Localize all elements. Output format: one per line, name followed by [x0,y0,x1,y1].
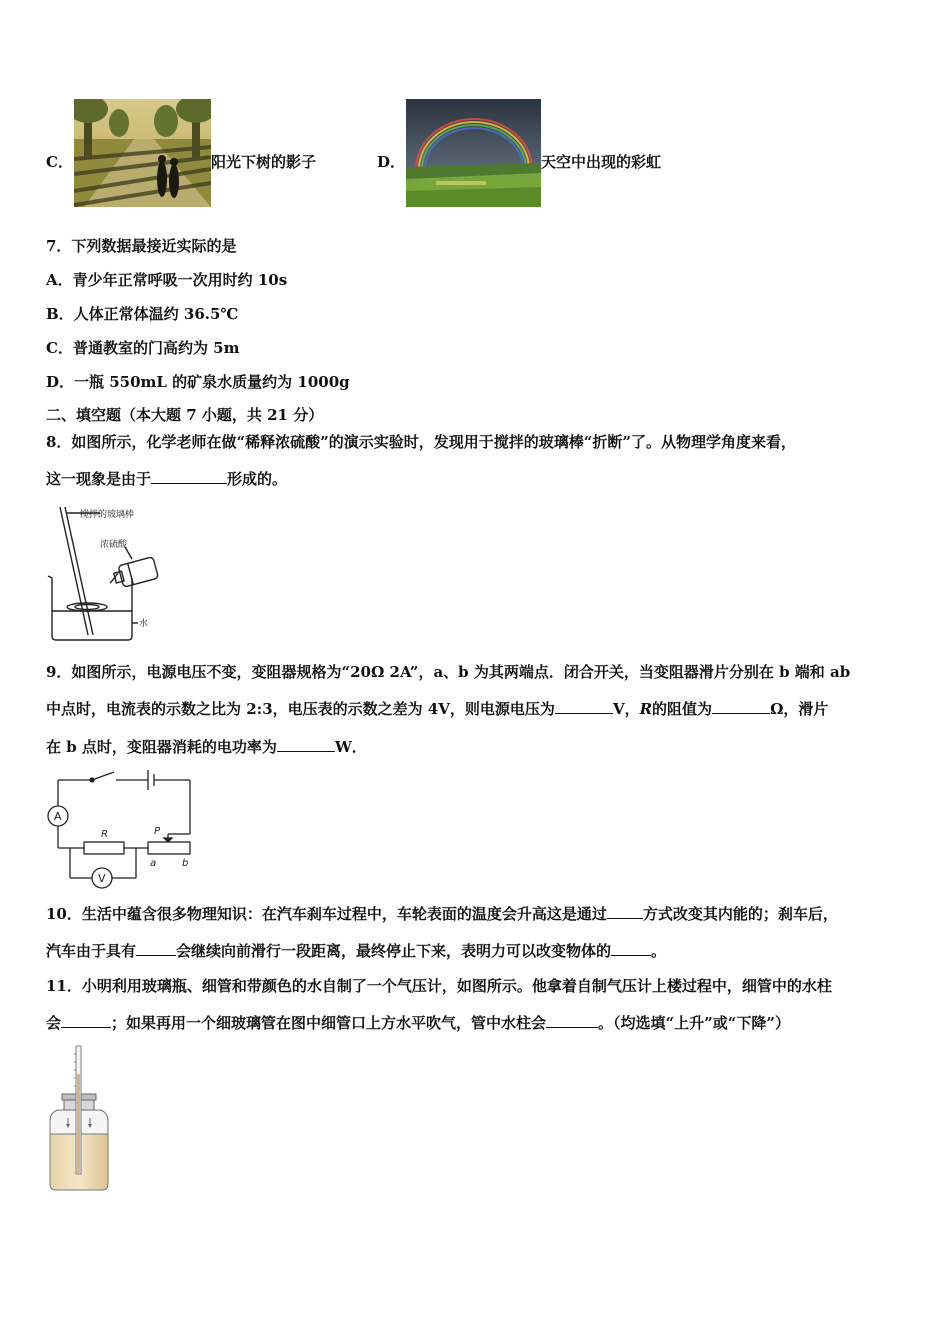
q11-line2 [46,1013,790,1033]
q10-text-d: 会继续向前滑行一段距离，最终停止下来，表明力可以改变物体的 [176,942,612,960]
q11-text-b: ；如果再用一个细玻璃管在图中细管口上方水平吹气，管中水柱会 [111,1014,547,1032]
label-stirring-rod: 搅拌的玻璃棒 [80,510,135,520]
q10-inertia-blank[interactable] [136,941,176,956]
q8-line1: 8．如图所示，化学老师在做“稀释浓硫酸”的演示实验时，发现用于搅拌的玻璃棒“折断”了。从物理学角度来看， [46,433,796,451]
circuit-diagram [44,768,196,892]
voltmeter-label: V [98,872,106,885]
q9-resistance-blank[interactable] [712,699,770,714]
terminal-b-label: b [182,858,189,869]
q9-text-f: W． [334,738,367,756]
resistor-label: R [101,829,108,840]
q11-line1: 11．小明利用玻璃瓶、细管和带颜色的水自制了一个气压计，如图所示。他拿着自制气压计上楼过程中，细管中的水柱 [46,977,832,995]
q7-stem: 7．下列数据最接近实际的是 [46,237,237,255]
q9-line3 [46,737,367,757]
q7-option-b: B．人体正常体温约 36.5℃ [46,305,239,323]
q9-voltage-blank[interactable] [555,699,613,714]
q11-text-a: 会 [46,1014,62,1032]
barometer-figure [44,1044,114,1194]
q9-power-blank[interactable] [277,737,335,752]
ammeter-label: A [54,810,62,823]
option-d-text: 天空中出现的彩虹 [541,153,662,171]
q10-line1 [46,904,838,924]
q7-option-a: A．青少年正常呼吸一次用时约 10s [46,271,288,289]
q10-text-e: 。 [651,942,667,960]
q7-option-c: C．普通教室的门高约为 5m [46,339,240,357]
label-acid: 浓硫酸 [100,540,128,550]
option-c-letter: C． [46,153,73,171]
q10-text-a: 10．生活中蕴含很多物理知识：在汽车刹车过程中，车轮表面的温度会升高这是通过 [46,905,607,923]
q10-line2 [46,941,666,961]
q11-text-c: 。（均选填“上升”或“下降”） [598,1014,791,1032]
q10-method-blank[interactable] [607,904,643,919]
q9-text-b: V， [612,700,640,718]
q9-text-c: 的阻值为 [652,700,713,718]
q9-r-symbol: R [639,700,653,718]
q10-text-c: 汽车由于具有 [46,942,137,960]
q9-text-a: 中点时，电流表的示数之比为 2:3，电压表的示数之差为 4V，则电源电压为 [46,700,555,718]
tree-shadow-photo [74,99,211,207]
q8-text-a: 这一现象是由于 [46,470,152,488]
q8-answer-blank[interactable] [151,469,227,484]
q8-text-b: 形成的。 [227,470,288,488]
q9-line1: 9．如图所示，电源电压不变，变阻器规格为“20Ω 2A”，a、b 为其两端点．闭合开关，当变阻器滑片分别在 b 端和 ab [46,663,851,681]
q9-line2 [46,699,828,719]
q9-text-e: 在 b 点时，变阻器消耗的电功率为 [46,738,277,756]
q8-line2 [46,469,287,489]
q9-text-d: Ω，滑片 [770,700,829,718]
q11-stairs-blank[interactable] [61,1013,111,1028]
terminal-a-label: a [150,858,157,869]
beaker-figure [40,503,165,645]
q10-text-b: 方式改变其内能的；刹车后， [642,905,838,923]
q10-motion-blank[interactable] [611,941,651,956]
slider-label: P [154,826,161,837]
section-heading: 二、填空题（本大题 7 小题，共 21 分） [46,406,324,424]
q11-blow-blank[interactable] [546,1013,598,1028]
label-water: 水 [139,619,149,629]
option-d-letter: D． [377,153,406,171]
rainbow-photo [406,99,541,207]
option-c-text: 阳光下树的影子 [211,153,317,171]
q7-option-d: D．一瓶 550mL 的矿泉水质量约为 1000g [46,373,350,391]
